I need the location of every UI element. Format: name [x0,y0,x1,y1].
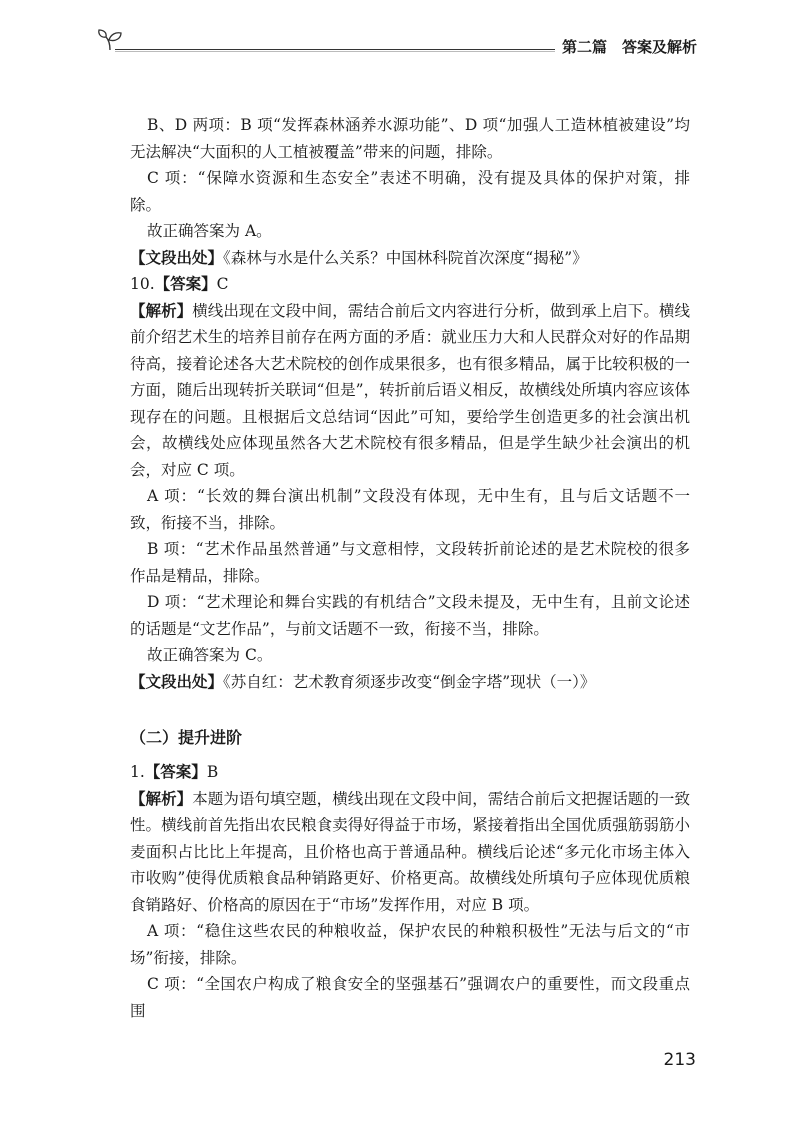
analysis-paragraph [130,786,690,919]
answer-value: C [216,275,229,293]
answer-value: B [206,763,219,781]
running-header [97,28,697,64]
paragraph: 故正确答案为 A。 [147,222,272,240]
header-rule [115,49,555,50]
answer-line [130,271,690,298]
source-text: 《苏自红：艺术教育须逐步改变“倒金字塔”现状（一）》 [223,672,596,691]
analysis-tag: 【解析】 [130,789,193,808]
source-tag: 【文段出处】 [130,248,224,267]
paragraph: A 项：“长效的舞台演出机制”文段没有体现，无中生有，且与后文话题不一致，衔接不当，排除。 [130,487,690,532]
source-tag: 【文段出处】 [130,672,224,691]
source-citation [130,669,690,696]
paragraph: C 项：“全国农户构成了粮食安全的坚强基石”强调农户的重要性，而文段重点围 [130,975,690,1020]
section-gap [130,695,690,725]
paragraph: C 项：“保障水资源和生态安全”表述不明确，没有提及具体的保护对策，排除。 [130,169,690,214]
source-text: 《森林与水是什么关系？中国林科院首次深度“揭秘”》 [223,248,588,267]
answer-line [130,759,690,786]
answer-tag: 【答案】 [144,763,207,781]
paragraph: A 项：“稳住这些农民的种粮收益，保护农民的种粮积极性”无法与后文的“市场”衔接，排除。 [130,922,690,967]
header-rule-shadow [115,51,555,52]
question-number: 10. [130,275,155,293]
question-number: 1. [130,763,145,781]
source-citation [130,245,690,272]
chapter-title: 第二篇 答案及解析 [561,38,697,56]
paragraph: 故正确答案为 C。 [147,646,273,664]
paragraph: D 项：“艺术理论和舞台实践的有机结合”文段未提及，无中生有，且前文论述的话题是“文艺作品”，与前文话题不一致，衔接不当，排除。 [130,593,690,638]
paragraph: B、D 两项：B 项“发挥森林涵养水源功能”、D 项“加强人工造林植被建设”均无法解决“大面积的人工植被覆盖”带来的问题，排除。 [130,116,690,161]
page-body [130,112,690,1024]
paragraph: B 项：“艺术作品虽然普通”与文意相悖，文段转折前论述的是艺术院校的很多作品是精品，排除。 [130,540,690,585]
page-number: 213 [663,1050,696,1070]
analysis-text: 本题为语句填空题，横线出现在文段中间，需结合前后文把握话题的一致性。横线前首先指出农民粮食卖得好得益于市场，紧接着指出全国优质强筋弱筋小麦面积占比比上年提高，且价格也高于普通品种。横线后论述“多元化市场主体入市收购”使得优质粮食品种销路更好、价格更高。故横线处所填句子应体现优质粮食销路好、价格高的原因在于“市场”发挥作用，对应 B 项。 [130,789,690,914]
analysis-text: 横线出现在文段中间，需结合前后文内容进行分析，做到承上启下。横线前介绍艺术生的培养目前存在两方面的矛盾：就业压力大和人民群众对好的作品期待高，接着论述各大艺术院校的创作成果很多，也有很多精品，属于比较积极的一方面，随后出现转折关联词“但是”，转折前后语义相反，故横线处所填内容应该体现存在的问题。且根据后文总结词“因此”可知，要给学生创造更多的社会演出机会，故横线处应体现虽然各大艺术院校有很多精品，但是学生缺少社会演出的机会，对应 C 项。 [130,301,690,479]
answer-tag: 【答案】 [154,275,217,293]
analysis-tag: 【解析】 [130,301,193,320]
analysis-paragraph [130,298,690,484]
section-heading: （二）提升进阶 [130,728,243,747]
